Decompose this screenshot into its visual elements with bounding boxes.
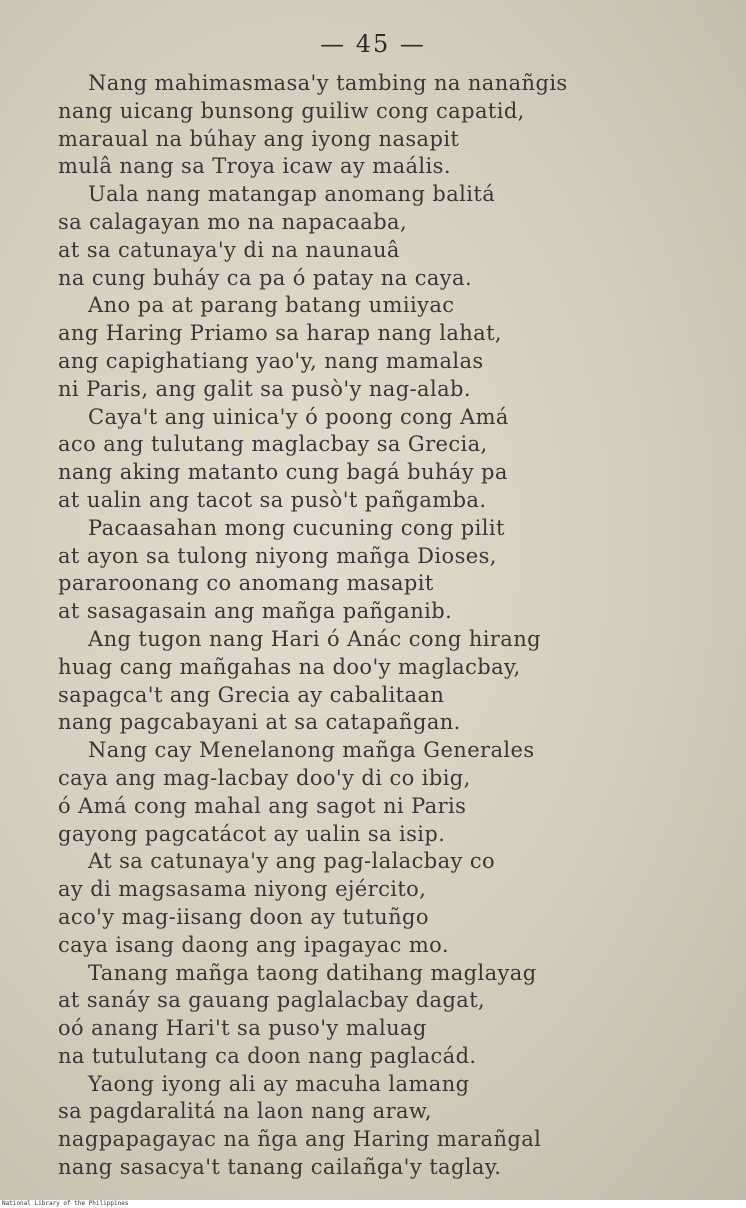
verse-line: ang Haring Priamo sa harap nang lahat,	[58, 321, 503, 346]
verse-line: Nang cay Menelanong mañga Generales	[88, 738, 535, 763]
verse-line: at ayon sa tulong niyong mañga Dioses,	[58, 543, 497, 568]
verse-line: maraual na búhay ang iyong nasapit	[58, 126, 460, 151]
stanza	[58, 1071, 678, 1182]
page-number: — 45 —	[320, 30, 426, 58]
verse-line: gayong pagcatácot ay ualin sa isip.	[58, 821, 446, 846]
stanza	[58, 292, 678, 403]
verse-line: Yaong iyong ali ay macuha lamang	[88, 1071, 470, 1096]
verse-line: at sa catunaya'y di na naunauâ	[58, 237, 400, 262]
verse-line: Caya't ang uinica'y ó poong cong Amá	[88, 404, 509, 429]
stanza	[58, 737, 678, 848]
verse-line: nang aking matanto cung bagá buháy pa	[58, 460, 508, 485]
verse-line: ó Amá cong mahal ang sagot ni Paris	[58, 793, 467, 818]
verse-line: na tutulutang ca doon nang paglacád.	[58, 1043, 477, 1068]
verse-line: nang sasacya't tanang cailañga'y taglay.	[58, 1155, 502, 1180]
verse-line: ni Paris, ang galit sa pusò'y nag-alab.	[58, 376, 471, 401]
verse-line: ang capighatiang yao'y, nang mamalas	[58, 348, 484, 373]
verse-line: Tanang mañga taong datihang maglayag	[88, 960, 537, 985]
verse-line: caya isang daong ang ipagayac mo.	[58, 932, 449, 957]
stanza	[58, 960, 678, 1071]
verse-line: oó anang Hari't sa puso'y maluag	[58, 1016, 427, 1041]
verse-line: nagpapagayac na ñga ang Haring marañgal	[58, 1127, 542, 1152]
verse-line: Nang mahimasmasa'y tambing na nanañgis	[88, 71, 568, 95]
stanza	[58, 181, 678, 292]
stanza	[58, 626, 678, 737]
verse-line: Ano pa at parang batang umiiyac	[88, 293, 455, 318]
verse-line: sapagca't ang Grecia ay cabalitaan	[58, 682, 445, 707]
verse-line: at ualin ang tacot sa pusò't pañgamba.	[58, 487, 487, 512]
poem-body	[58, 70, 678, 1182]
verse-line: at sasagasain ang mañga pañganib.	[58, 599, 453, 624]
verse-line: sa calagayan mo na napacaaba,	[58, 209, 408, 234]
verse-line: na cung buháy ca pa ó patay na caya.	[58, 265, 473, 290]
verse-line: Ang tugon nang Hari ó Anác cong hirang	[88, 626, 541, 651]
verse-line: Pacaasahan mong cucuning cong pilit	[88, 515, 505, 540]
stanza	[58, 515, 678, 626]
verse-line: pararoonang co anomang masapit	[58, 571, 434, 596]
verse-line: huag cang mañgahas na doo'y maglacbay,	[58, 654, 521, 679]
verse-line: At sa catunaya'y ang pag-lalacbay co	[88, 849, 496, 874]
verse-line: nang uicang bunsong guiliw cong capatid,	[58, 98, 525, 123]
stanza	[58, 404, 678, 515]
stanza	[58, 848, 678, 959]
verse-line: nang pagcabayani at sa catapañgan.	[58, 710, 461, 735]
verse-line: aco'y mag-iisang doon ay tutuñgo	[58, 904, 429, 929]
verse-line: at sanáy sa gauang paglalacbay dagat,	[58, 988, 486, 1013]
verse-line: caya ang mag-lacbay doo'y di co ibig,	[58, 765, 471, 790]
verse-line: ay di magsasama niyong ejército,	[58, 877, 427, 902]
verse-line: aco ang tulutang maglacbay sa Grecia,	[58, 432, 488, 457]
verse-line: Uala nang matangap anomang balitá	[88, 182, 496, 207]
footer-credit: National Library of the Philippines	[2, 1200, 129, 1207]
verse-line: sa pagdaralitá na laon nang araw,	[58, 1099, 432, 1124]
stanza	[58, 70, 678, 181]
verse-line: mulâ nang sa Troya icaw ay maális.	[58, 154, 451, 179]
